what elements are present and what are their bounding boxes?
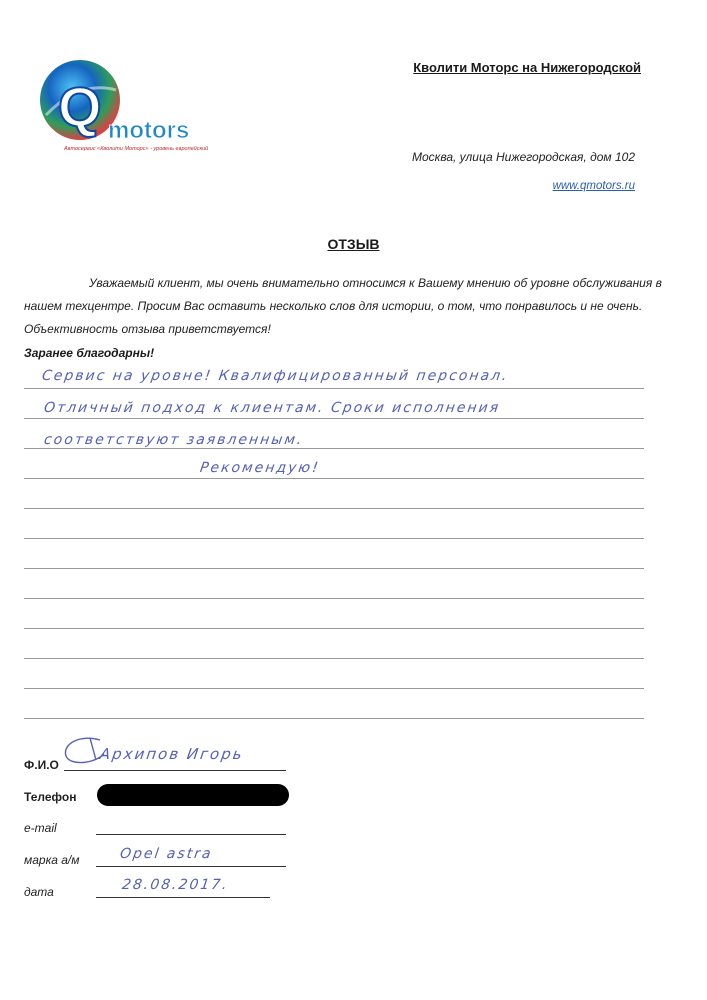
email-line bbox=[96, 834, 286, 835]
logo-letter: Q bbox=[58, 75, 102, 138]
review-line-2: Отличный подход к клиентам. Сроки исполнения bbox=[42, 400, 502, 416]
review-line-1: Сервис на уровне! Квалифицированный персонал. bbox=[40, 368, 510, 384]
review-line-4: Рекомендую! bbox=[198, 460, 321, 476]
redacted-phone bbox=[97, 784, 289, 806]
email-label: e-mail bbox=[24, 821, 57, 835]
ruled-line bbox=[24, 388, 644, 389]
qmotors-logo bbox=[36, 60, 226, 160]
date-label: дата bbox=[24, 885, 54, 899]
car-label: марка а/м bbox=[24, 853, 80, 867]
date-line bbox=[96, 897, 270, 898]
car-line bbox=[96, 866, 286, 867]
phone-label: Телефон bbox=[24, 790, 77, 804]
thanks-text: Заранее благодарны! bbox=[24, 346, 155, 360]
logo-wordmark: motors bbox=[108, 117, 190, 144]
ruled-line bbox=[24, 418, 644, 419]
intro-text: Уважаемый клиент, мы очень внимательно относимся к Вашему мнению об уровне обслуживания в нашем техцентре. Просим Вас оставить несколько слов для истории, о том, что понравилось и не очень. Объективность отзыва приветствуется! bbox=[24, 276, 662, 336]
review-line-3: соответствуют заявленным. bbox=[42, 432, 305, 448]
company-name: Кволити Моторс на Нижегородской bbox=[413, 60, 641, 75]
globe-logo-icon bbox=[36, 60, 226, 160]
ruled-line bbox=[24, 718, 644, 719]
ruled-line bbox=[24, 538, 644, 539]
fio-line bbox=[64, 770, 286, 771]
ruled-line bbox=[24, 688, 644, 689]
ruled-line bbox=[24, 508, 644, 509]
website-link[interactable]: www.qmotors.ru bbox=[552, 180, 635, 192]
document-title: ОТЗЫВ bbox=[327, 236, 380, 252]
ruled-line bbox=[24, 448, 644, 449]
date-value: 28.08.2017. bbox=[120, 877, 230, 893]
ruled-line bbox=[24, 628, 644, 629]
fio-value: Архипов Игорь bbox=[98, 745, 245, 763]
fio-label: Ф.И.О bbox=[24, 758, 59, 772]
ruled-line bbox=[24, 478, 644, 479]
ruled-line bbox=[24, 658, 644, 659]
ruled-line bbox=[24, 568, 644, 569]
ruled-line bbox=[24, 598, 644, 599]
logo-tagline: Автосервис «Кволити Моторс» - уровень европейский bbox=[64, 146, 209, 152]
car-value: Opel astra bbox=[118, 846, 214, 862]
company-address: Москва, улица Нижегородская, дом 102 bbox=[411, 150, 635, 164]
